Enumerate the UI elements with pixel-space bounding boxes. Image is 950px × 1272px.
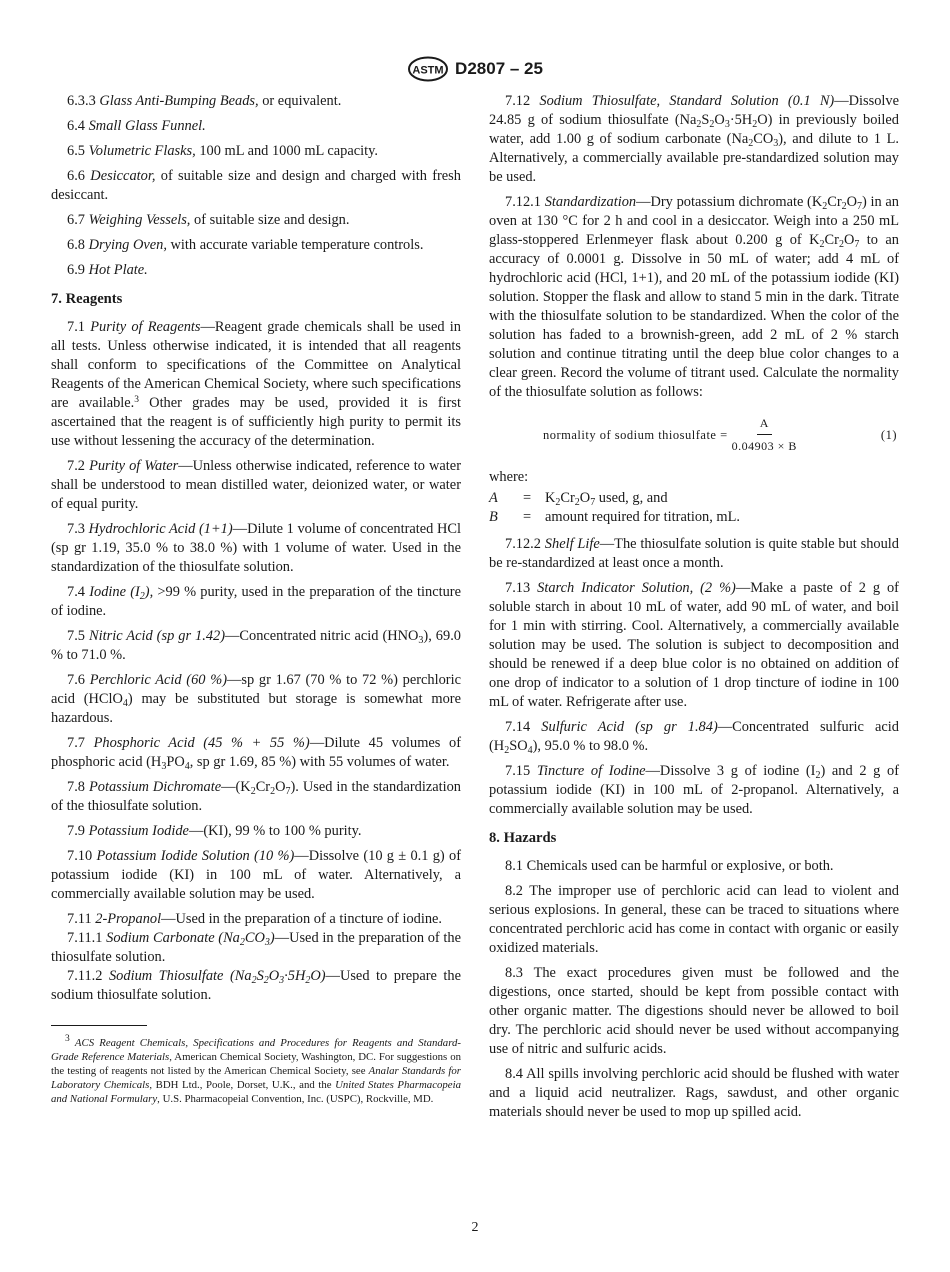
section-7-7: 7.7 Phosphoric Acid (45 % + 55 %)—Dilute 45 volumes of phosphoric acid ($H_3PO_4$, sp gr 1.69, 85 %) with 55 volumes of water. — [51, 735, 461, 772]
section-7-1: 7.1 Purity of Reagents—Reagent grade chemicals shall be used in all tests. Unless otherwise indicated, it is intended that all reagents shall conform to specifications of the Committee on Analytical Reagents of the American Chemical Society, where such specifications are available.$^3$ Other grades may be used, provided it is first ascertained that the reagent is of sufficiently high purity to permit its use without lessening the accuracy of the determination. — [51, 319, 462, 449]
section-6-9: 6.9 Hot Plate. — [67, 262, 148, 278]
equation-1 — [489, 414, 899, 456]
section-8-2: 8.2 The improper use of perchloric acid can lead to violent and serious explosions. In general, these can be traced to situations where concentrated perchloric acid has come in contact with organic or easily oxidized materials. — [489, 883, 899, 956]
footnote-3: $^3$ ACS Reagent Chemicals, Specifications and Procedures for Reagents and Standard-Grade Reference Materials, American Chemical Society, Washington, DC. For suggestions on the testing of reagents not listed by the American Chemical Society, see Analar Standards for Laboratory Chemicals, BDH Ltd., Poole, Dorset, U.K., and the United States Pharmacopeia and National Formulary, U.S. Pharmacopeial Convention, Inc. (USPC), Rockville, MD. — [51, 1034, 462, 1105]
section-7-9: 7.9 Potassium Iodide—(KI), 99 % to 100 % purity. — [67, 823, 362, 839]
section-7-6: 7.6 Perchloric Acid (60 %)—sp gr 1.67 (70 % to 72 %) perchloric acid (HClO$_4$) may be substituted but storage is somewhat more hazardous. — [51, 672, 461, 726]
section-7-12-2: 7.12.2 Shelf Life—The thiosulfate solution is quite stable but should be re-standardized at least once a month. — [489, 536, 899, 571]
section-7-11-2: 7.11.2 Sodium Thiosulfate $(Na_2S_2O_3\cdot 5H_2O)—Used$ to prepare the sodium thiosulfate solution. — [51, 968, 461, 1003]
section-8-3: 8.3 The exact procedures given must be followed and the digestions, once started, should be kept from possible contact with other organic matter. The digestions should never be allowed to boil dry. The perchloric acid should never be used without accompanying use of nitric and sulfuric acids. — [489, 965, 899, 1057]
right-column — [489, 92, 899, 1128]
section-7-4: 7.4 Iodine $(I_2)$, >99 % purity, used in the preparation of the tincture of iodine. — [51, 584, 461, 619]
page-header — [0, 56, 950, 82]
svg-text:ASTM: ASTM — [412, 64, 444, 77]
equation-fraction — [732, 414, 797, 456]
section-7-3: 7.3 Hydrochloric Acid (1+1)—Dilute 1 volume of concentrated HCl (sp gr 1.19, 35.0 % to 38.0 %) with 1 volume of water. Used in the standardization of the thiosulfate solution. — [51, 521, 461, 575]
equation-lhs: normality of sodium thiosulfate = — [543, 427, 728, 442]
section-7-15: 7.15 Tincture of Iodine—Dissolve 3 g of iodine $(I_2)$ and 2 g of potassium iodide (KI) in 100 mL of 2-propanol. Alternatively, a commercially available solution may be used. — [489, 763, 899, 817]
definition-row: A = $K_2Cr_2O_7$ used, g, and — [489, 490, 668, 508]
section-6-8: 6.8 Drying Oven, with accurate variable temperature controls. — [67, 237, 424, 253]
section-6-6: 6.6 Desiccator, of suitable size and design and charged with fresh desiccant. — [51, 168, 461, 203]
section-heading-reagents: 7. Reagents — [51, 291, 123, 307]
equation-numerator: A — [757, 414, 772, 435]
left-column — [51, 92, 461, 1106]
section-7-12: 7.12 Sodium Thiosulfate, Standard Solution (0.1 N)—Dissolve 24.85 g of sodium thiosulfate $(Na_2S_2O_3\cdot 5H_2O)$ in previously boiled water, add 1.00 g of sodium carbonate $(Na_2CO_3)$, and dilute to 1 L. Alternatively, a commercially available pre-standardized solution may be used. — [489, 93, 899, 185]
section-8-1: 8.1 Chemicals used can be harmful or explosive, or both. — [505, 858, 834, 874]
footnote-ref[interactable]: 3 — [134, 395, 140, 405]
section-6-3-3: 6.3.3 Glass Anti-Bumping Beads, or equivalent. — [67, 93, 342, 109]
section-7-2: 7.2 Purity of Water—Unless otherwise indicated, reference to water shall be understood to mean distilled water, deionized water, or water of equal purity. — [51, 458, 461, 512]
section-7-14: 7.14 Sulfuric Acid (sp gr 1.84)—Concentrated sulfuric acid $(H_2SO_4)$, 95.0 % to 98.0 %. — [489, 719, 899, 756]
section-6-4: 6.4 Small Glass Funnel. — [67, 118, 206, 134]
section-6-5: 6.5 Volumetric Flasks, 100 mL and 1000 mL capacity. — [67, 143, 378, 159]
section-7-8: 7.8 Potassium $Dichromate—(K_2Cr_2O_7)$. Used in the standardization of the thiosulfate solution. — [51, 779, 461, 814]
where-label: where: — [489, 469, 529, 485]
section-6-7: 6.7 Weighing Vessels, of suitable size and design. — [67, 212, 350, 228]
section-7-10: 7.10 Potassium Iodide Solution (10 %)—Dissolve (10 g ± 0.1 g) of potassium iodide (KI) in 100 mL of water. Alternatively, a commercially available solution may be used. — [51, 848, 461, 902]
definition-row: B = amount required for titration, mL. — [489, 509, 741, 525]
section-7-11-1: 7.11.1 Sodium Carbonate $(Na_2CO_3)—Used$ in the preparation of the thiosulfate solution. — [51, 930, 461, 965]
standard-designation: D2807 – 25 — [455, 59, 543, 78]
section-heading-hazards: 8. Hazards — [489, 830, 557, 846]
footnote-divider — [51, 1025, 147, 1026]
section-7-12-1: 7.12.1 Standardization—Dry potassium dichromate $(K_2Cr_2O_7)$ in an oven at 130 °C for 2 h and cool in a desiccator. Weigh into a 250 mL glass-stoppered Erlenmeyer flask about 0.200 g of $K_2Cr_2O_7$ to an accuracy of 0.0001 g. Dissolve in 50 mL of water; add 4 mL of hydrochloric acid (HCl, 1+1), and 20 mL of the potassium iodide (KI) solution. Stopper the flask and allow to stand 5 min in the dark. Titrate with the thiosulfate solution to be standardized. When the color of the solution has faded to a brownish-green, add 2 mL of 2 % starch solution and continue titrating until the deep blue color changes to a clear green. Record the volume of titrant used. Calculate the normality of the thiosulfate solution as follows: — [489, 194, 900, 400]
equation-number: (1) — [880, 427, 897, 442]
page-number: 2 — [471, 1220, 479, 1235]
section-7-5: 7.5 Nitric Acid (sp gr 1.42)—Concentrated nitric acid $(HNO_3)$, 69.0 % to 71.0 %. — [51, 628, 461, 663]
equation-denominator: 0.04903 × B — [731, 439, 797, 453]
variable-definitions — [489, 489, 899, 527]
section-8-4: 8.4 All spills involving perchloric acid should be flushed with water and a liquid acid neutralizer. Rags, sawdust, and other organic materials should never be used to mop up spilled acid. — [489, 1066, 899, 1120]
section-7-13: 7.13 Starch Indicator Solution, (2 %)—Make a paste of 2 g of soluble starch in about 10 mL of water, add 90 mL of water, and boil for 1 min with stirring. Cool. Alternatively, a commercially available solution may be used. The solution is subject to decomposition and should be renewed if a deep blue color is no obtained on addition of one drop of indicator to a solution of 1 drop tincture of iodine in 100 mL of water. Refrigerate after use. — [489, 580, 899, 710]
astm-logo-icon — [407, 56, 449, 82]
section-7-11: 7.11 2-Propanol—Used in the preparation of a tincture of iodine. — [67, 911, 443, 927]
